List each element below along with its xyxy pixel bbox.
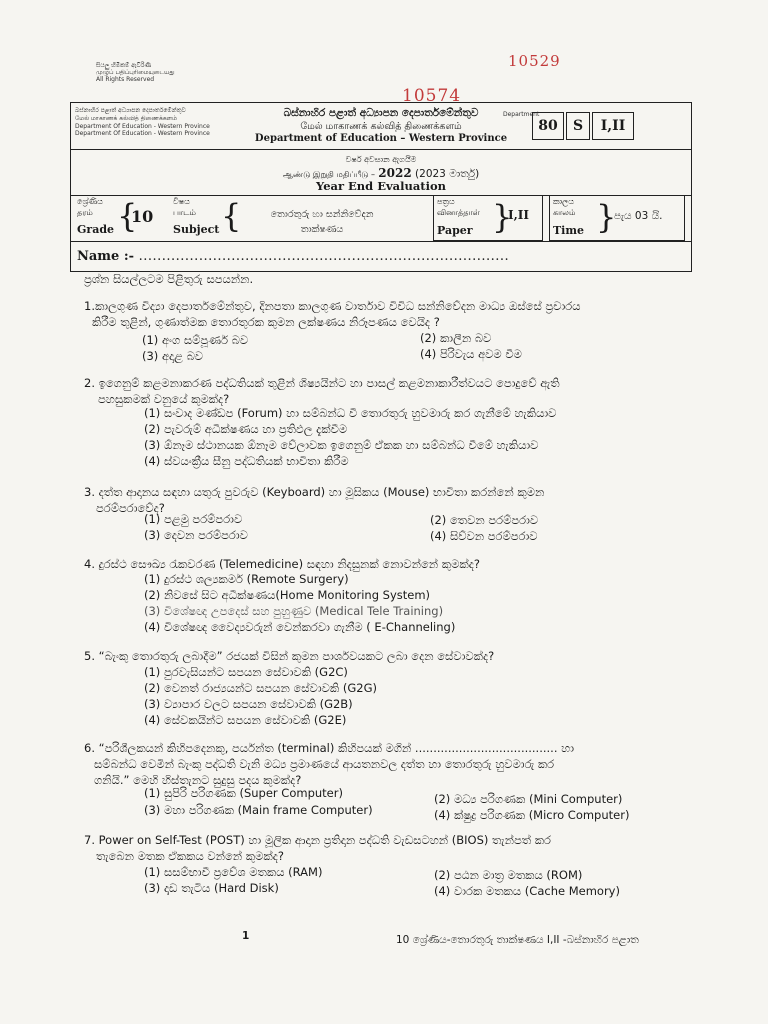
question-line: 7. Power on Self-Test (POST) හා මූලික ආදාන ප්‍රතිදාන පද්ධති වැඩසටහන් (BIOS) තැන්පත් කර xyxy=(84,833,552,847)
name-blank: ................................................................................ xyxy=(138,249,510,264)
option[interactable]: (3) දෙවන පරම්පරාව xyxy=(144,528,248,542)
option[interactable]: (2) කාලීන බව xyxy=(420,331,492,345)
option[interactable]: (2) පැවරුම් අධීක්ෂණය හා ප්‍රතිඵල දැක්වීම xyxy=(144,422,348,436)
option[interactable]: (1) අංග සම්පූර්ණ බව xyxy=(142,333,249,347)
option[interactable]: (4) පිරිවැය අවම වීම xyxy=(420,347,522,361)
option[interactable]: (3) මහා පරිගණක (Main frame Computer) xyxy=(144,803,373,817)
question-text: 4. දුරස්ථ සෞඛ්‍ය රැකවරණ (Telemedicine) සඳහා නිදසුනක් නොවන්නේ කුමක්ද? xyxy=(84,557,480,571)
paper-box xyxy=(433,195,543,241)
instructions: ප්‍රශ්න සියල්ලටම පිළිතුරු සපයන්න. xyxy=(84,272,254,286)
header-note: Department Of Education - Western Province xyxy=(75,123,210,130)
evaluation-english: Year End Evaluation xyxy=(315,179,446,193)
option[interactable]: (3) අදාළ බව xyxy=(142,349,204,363)
question-line: 2. ඉගෙනුම් කළමනාකරණ පද්ධතියක් තුළින් ශිෂ්‍යයින්ට හා පාසල් කළමනාකාරීත්වයට පොදුවේ ඇති xyxy=(84,376,560,390)
question-text xyxy=(84,740,684,788)
copyright-line-1: සියලු හිමිකම් ඇවිරිණි xyxy=(96,62,152,69)
header-info-row xyxy=(71,195,691,242)
subject-label-en: Subject xyxy=(173,223,220,236)
option[interactable]: (4) සේවකයින්ට සපයන සේවාවකි (G2E) xyxy=(144,713,347,727)
department-label: Department xyxy=(503,111,540,118)
copyright-line-2: முழுப் பதிப்புரிமையுடையது xyxy=(96,69,175,76)
time-box xyxy=(549,195,685,241)
question-text xyxy=(84,832,684,864)
option[interactable]: (2) වෙනත් රාජ්‍යයන්ට සපයන සේවාවකි (G2G) xyxy=(144,681,377,695)
option[interactable]: (2) නිවසේ සිට අධීක්ෂණය(Home Monitoring System) xyxy=(144,588,431,602)
department-english: Department of Education – Western Province xyxy=(254,133,508,144)
option[interactable]: (4) ක්ෂුද්‍ර පරිගණක (Micro Computer) xyxy=(434,808,630,822)
subject-label-ta: பாடம் xyxy=(173,208,196,217)
evaluation-year-value: 2022 xyxy=(378,166,412,180)
question-text: 5. “බැංකු තොරතුරු ලබාදීම” රජයක් විසින් කුමන පාර්ශවයකට ලබා දෙන සේවාවක්ද? xyxy=(84,649,495,663)
paper-label-si: පත්‍රය xyxy=(437,197,455,206)
header-note: බස්නාහිර පළාත් අධ්‍යාපන දෙපාර්තමේන්තුව xyxy=(75,107,186,114)
time-value: පැය 03 යි. xyxy=(614,210,663,222)
serial-number-top: 10529 xyxy=(508,52,561,70)
evaluation-sinhala: වර්ෂ අවසාන ඇගයීම xyxy=(345,155,417,164)
option[interactable]: (1) දුරස්ථ ශල්‍යකර්ම (Remote Surgery) xyxy=(144,572,349,586)
question-text xyxy=(84,375,682,407)
option[interactable]: (1) පුරවැසියන්ට සපයන සේවාවකි (G2C) xyxy=(144,665,348,679)
grade-brace: { xyxy=(117,197,138,235)
question-line: 1.කාලගුණ විද්‍යා දෙපාර්තමේන්තුව, දිනපතා කාලගුණ වාර්තාව විවිධ සන්නිවේදන මාධ්‍ය ඔස්සේ ප්‍රචාරය xyxy=(84,299,581,313)
option[interactable]: (4) විශේෂඥ වෛද්‍යවරුන් වෙන්කරවා ගැනීම ( E-Channeling) xyxy=(144,620,456,634)
question-line: පහසුකමක් වනුයේ කුමක්ද? xyxy=(98,392,230,406)
option[interactable]: (2) පඨන මාත්‍ර මතකය (ROM) xyxy=(434,868,583,882)
time-label-ta: காலம் xyxy=(553,208,576,217)
option[interactable]: (1) සුපිරි පරිගණක (Super Computer) xyxy=(144,786,343,800)
paper-brace: } xyxy=(492,198,513,236)
option[interactable]: (2) මධ්‍ය පරිගණක (Mini Computer) xyxy=(434,792,623,806)
option[interactable]: (4) වාරක මතකය (Cache Memory) xyxy=(434,884,620,898)
option[interactable]: (4) සිව්වන පරම්පරාව xyxy=(430,529,538,543)
copyright-block xyxy=(96,62,175,83)
question-line: කිරීම තුළින්, ගුණාත්මක තොරතුරක කුමන ලක්ෂණය නිරූපණය වෙයිද ? xyxy=(92,315,440,329)
exam-header xyxy=(70,102,692,272)
paper-value: I,II xyxy=(508,208,530,222)
question-line: තැබෙන මතක ඒකකය වන්නේ කුමක්ද? xyxy=(96,849,284,863)
subject-value-line-1: තොරතුරු හා සන්නිවේදන xyxy=(270,209,374,220)
name-field[interactable] xyxy=(77,249,509,264)
question-text xyxy=(84,298,682,330)
department-sinhala: බස්නාහිර පළාත් අධ්‍යාපන දෙපාර්තමේන්තුව xyxy=(283,107,479,119)
page-number: 1 xyxy=(242,930,250,942)
option[interactable]: (1) පළමු පරම්පරාව xyxy=(144,512,243,526)
option[interactable]: (2) තෙවන පරම්පරාව xyxy=(430,513,539,527)
grade-value: 10 xyxy=(131,207,154,226)
question-line: 3. දත්ත ආදානය සඳහා යතුරු පුවරුව (Keyboard) හා මූසිකය (Mouse) භාවිතා කරන්නේ කුමන xyxy=(84,485,545,499)
evaluation-tamil: ஆண்டு இறுதி மதிப்பீடு – xyxy=(282,170,375,179)
option[interactable]: (3) දෘඩ තැටිය (Hard Disk) xyxy=(144,881,279,895)
option[interactable]: (3) විශේෂඥ උපදෙස් සහ පුහුණුව (Medical Tele Training) xyxy=(144,604,444,618)
copyright-line-3: All Rights Reserved xyxy=(96,76,155,83)
question-line: ගනියි.” මෙහි හිස්තැනට සුදුසු පදය කුමක්ද? xyxy=(94,773,302,787)
subject-label-si: විෂය xyxy=(173,197,190,206)
header-evaluation-row xyxy=(71,149,691,196)
option[interactable]: (3) ව්‍යාපාර වලට සපයන සේවාවකි (G2B) xyxy=(144,697,353,711)
serial-number: 10574 xyxy=(402,86,462,106)
footer-text: 10 ශ්‍රේණිය-තොරතුරු තාක්ෂණය I,II -බස්නාහිර පළාත xyxy=(396,934,639,946)
subject-value xyxy=(227,207,417,237)
paper-label-ta: வினாத்தாள் xyxy=(437,208,480,217)
paper-label-en: Paper xyxy=(437,224,473,237)
option[interactable]: (3) ඕනෑම ස්ථානයක ඕනෑම වේලාවක ඉගෙනුම් ඒකක හා සම්බන්ධ වීමේ හැකියාව xyxy=(144,438,539,452)
header-note: மேல் மாகாணக் கல்வித் திணைக்களம் xyxy=(75,115,177,122)
question-line: සම්බන්ධ වෙමින් බැංකු පද්ධති වැනි මධ්‍ය ප්‍රමාණයේ ආයතනවල දත්ත හා තොරතුරු හුවමාරු කර xyxy=(94,757,555,771)
department-tamil: மேல் மாகாணக் கல்வித் திணைக்களம் xyxy=(300,121,462,132)
question-line: 6. “පරිශීලකයන් කිහිපදෙනකු, පර්යන්ත (terminal) කිහිපයක් මගින් ....................................... හා xyxy=(84,741,574,755)
subject-brace: { xyxy=(221,197,242,235)
paper-part-box: I,II xyxy=(592,112,634,140)
header-department-row xyxy=(71,103,691,150)
evaluation-date: (2023 මාර්තු) xyxy=(415,168,480,180)
option[interactable]: (1) සසම්භාවී ප්‍රවේශ මතකය (RAM) xyxy=(144,865,323,879)
subject-value-line-2: තාක්ෂණය xyxy=(300,224,344,235)
time-label-si: කාලය xyxy=(553,197,574,206)
time-brace: } xyxy=(596,198,617,236)
header-note: Department Of Education - Western Province xyxy=(75,130,210,137)
option[interactable]: (1) සංවාද මණ්ඩප (Forum) හා සම්බන්ධ වී තොරතුරු හුවමාරු කර ගැනීමේ හැකියාව xyxy=(144,406,557,420)
grade-label-si: ශ්‍රේණිය xyxy=(77,197,103,206)
time-label-en: Time xyxy=(553,224,585,237)
paper-code-box: 80 xyxy=(532,112,564,140)
grade-label-en: Grade xyxy=(77,223,115,236)
name-label: Name :- xyxy=(77,249,135,264)
option[interactable]: (4) ස්වයංක්‍රීය සීනු පද්ධතියක් භාවිතා කිරීම xyxy=(144,454,349,468)
medium-box: S xyxy=(566,112,590,140)
question-line: පරම්පරාවේද? xyxy=(96,501,165,515)
grade-label-ta: தரம் xyxy=(77,208,93,217)
